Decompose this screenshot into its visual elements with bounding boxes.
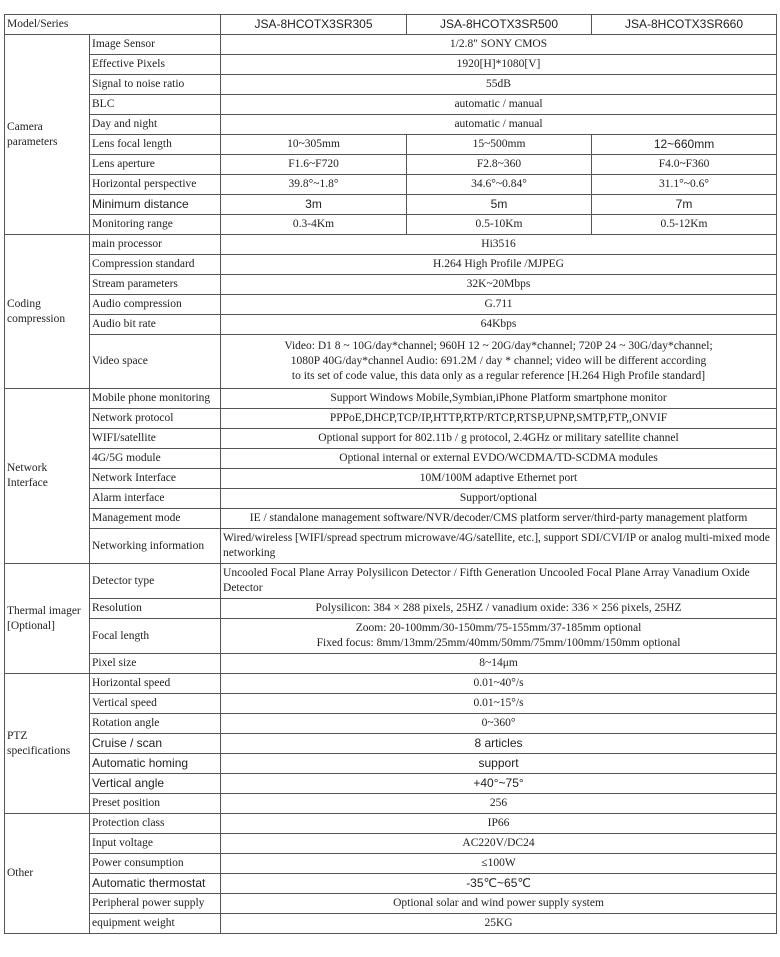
table-row: [5, 95, 777, 115]
param-label: Cruise / scan: [90, 734, 221, 754]
param-value: F2.8~360: [407, 155, 592, 175]
param-label: Horizontal speed: [90, 674, 221, 694]
param-label: Resolution: [90, 599, 221, 619]
param-value: 0.3-4Km: [221, 215, 407, 235]
spec-table: [4, 14, 777, 934]
param-value: 32K~20Mbps: [221, 275, 777, 295]
table-row: [5, 389, 777, 409]
param-value: 1/2.8" SONY CMOS: [221, 35, 777, 55]
param-label: Vertical angle: [90, 774, 221, 794]
param-label: Networking information: [90, 529, 221, 564]
table-row: [5, 275, 777, 295]
table-row: [5, 489, 777, 509]
table-row: [5, 914, 777, 934]
param-label: Day and night: [90, 115, 221, 135]
param-value: 1920[H]*1080[V]: [221, 55, 777, 75]
table-row: [5, 734, 777, 754]
category-thermal: Thermal imager [Optional]: [5, 564, 90, 674]
param-label: Monitoring range: [90, 215, 221, 235]
table-row: [5, 155, 777, 175]
param-value: Optional solar and wind power supply system: [221, 894, 777, 914]
value-line: Zoom: 20-100mm/30-150mm/75-155mm/37-185mm optional: [355, 622, 642, 634]
param-value: 3m: [221, 195, 407, 215]
param-value: 25KG: [221, 914, 777, 934]
param-value: 256: [221, 794, 777, 814]
param-label: Management mode: [90, 509, 221, 529]
table-row: [5, 315, 777, 335]
param-value: 12~660mm: [592, 135, 777, 155]
table-row: [5, 75, 777, 95]
param-value: 0~360°: [221, 714, 777, 734]
category-camera: Camera parameters: [5, 35, 90, 235]
param-value: IP66: [221, 814, 777, 834]
param-label: Stream parameters: [90, 275, 221, 295]
table-row: [5, 175, 777, 195]
table-row: [5, 854, 777, 874]
param-value: 34.6°~0.84°: [407, 175, 592, 195]
param-label: Rotation angle: [90, 714, 221, 734]
param-value: 15~500mm: [407, 135, 592, 155]
table-row: [5, 834, 777, 854]
model-2: JSA-8HCOTX3SR500: [407, 15, 592, 35]
table-row: [5, 754, 777, 774]
table-row: [5, 714, 777, 734]
table-row: [5, 874, 777, 894]
param-label: Effective Pixels: [90, 55, 221, 75]
param-value: 31.1°~0.6°: [592, 175, 777, 195]
param-value: 0.5-10Km: [407, 215, 592, 235]
table-row: [5, 529, 777, 564]
param-value: 0.01~15°/s: [221, 694, 777, 714]
param-value: support: [221, 754, 777, 774]
table-row: [5, 694, 777, 714]
value-line: Video: D1 8 ~ 10G/day*channel; 960H 12 ~ 20G/day*channel; 720P 24 ~ 30G/day*channel;: [284, 340, 713, 352]
param-value: +40°~75°: [221, 774, 777, 794]
param-value: Wired/wireless [WIFI/spread spectrum microwave/4G/satellite, etc.], support SDI/CVI/IP or analog multi-mixed mode networking: [221, 529, 777, 564]
table-row: [5, 599, 777, 619]
param-label: Image Sensor: [90, 35, 221, 55]
category-ptz: PTZ specifications: [5, 674, 90, 814]
param-value: [221, 619, 777, 654]
param-value: Support Windows Mobile,Symbian,iPhone Platform smartphone monitor: [221, 389, 777, 409]
param-value: [221, 335, 777, 389]
table-row: [5, 35, 777, 55]
param-value: 5m: [407, 195, 592, 215]
param-label: Detector type: [90, 564, 221, 599]
param-label: Power consumption: [90, 854, 221, 874]
table-row: [5, 115, 777, 135]
param-label: Automatic homing: [90, 754, 221, 774]
value-line: Fixed focus: 8mm/13mm/25mm/40mm/50mm/75mm/100mm/150mm optional: [316, 637, 681, 649]
param-value: 64Kbps: [221, 315, 777, 335]
table-row: [5, 564, 777, 599]
header-label: Model/Series: [5, 15, 221, 35]
param-label: Mobile phone monitoring: [90, 389, 221, 409]
table-row: [5, 894, 777, 914]
param-value: Support/optional: [221, 489, 777, 509]
table-row: [5, 295, 777, 315]
param-value: 7m: [592, 195, 777, 215]
table-row: [5, 195, 777, 215]
param-label: Minimum distance: [90, 195, 221, 215]
table-row: [5, 654, 777, 674]
model-3: JSA-8HCOTX3SR660: [592, 15, 777, 35]
param-value: ≤100W: [221, 854, 777, 874]
table-row: [5, 469, 777, 489]
param-label: BLC: [90, 95, 221, 115]
table-row: [5, 674, 777, 694]
param-label: Audio bit rate: [90, 315, 221, 335]
param-value: 55dB: [221, 75, 777, 95]
param-label: Lens focal length: [90, 135, 221, 155]
model-1: JSA-8HCOTX3SR305: [221, 15, 407, 35]
param-value: -35℃~65℃: [221, 874, 777, 894]
param-label: Protection class: [90, 814, 221, 834]
param-value: F1.6~F720: [221, 155, 407, 175]
param-value: automatic / manual: [221, 95, 777, 115]
param-value: Hi3516: [221, 235, 777, 255]
param-label: WIFI/satellite: [90, 429, 221, 449]
param-value: 39.8°~1.8°: [221, 175, 407, 195]
param-value: G.711: [221, 295, 777, 315]
param-label: Preset position: [90, 794, 221, 814]
param-label: Horizontal perspective: [90, 175, 221, 195]
param-label: Audio compression: [90, 295, 221, 315]
table-row: [5, 255, 777, 275]
param-value: 0.5-12Km: [592, 215, 777, 235]
param-label: Peripheral power supply: [90, 894, 221, 914]
header-row: [5, 15, 777, 35]
param-value: 8~14μm: [221, 654, 777, 674]
value-line: 1080P 40G/day*channel Audio: 691.2M / day * channel; video will be different according: [290, 355, 707, 367]
param-value: 8 articles: [221, 734, 777, 754]
param-label: Pixel size: [90, 654, 221, 674]
param-label: Compression standard: [90, 255, 221, 275]
param-value: Optional internal or external EVDO/WCDMA/TD-SCDMA modules: [221, 449, 777, 469]
param-label: Automatic thermostat: [90, 874, 221, 894]
param-label: Network Interface: [90, 469, 221, 489]
param-label: 4G/5G module: [90, 449, 221, 469]
param-label: Signal to noise ratio: [90, 75, 221, 95]
param-value: Polysilicon: 384 × 288 pixels, 25HZ / vanadium oxide: 336 × 256 pixels, 25HZ: [221, 599, 777, 619]
param-value: AC220V/DC24: [221, 834, 777, 854]
param-value: Uncooled Focal Plane Array Polysilicon Detector / Fifth Generation Uncooled Focal Plane Array Vanadium Oxide Detector: [221, 564, 777, 599]
param-value: F4.0~F360: [592, 155, 777, 175]
value-line: to its set of code value, this data only as a regular reference [H.264 High Profile standard]: [291, 370, 706, 382]
table-row: [5, 215, 777, 235]
table-row: [5, 449, 777, 469]
table-row: [5, 794, 777, 814]
table-row: [5, 55, 777, 75]
param-label: Focal length: [90, 619, 221, 654]
param-label: Network protocol: [90, 409, 221, 429]
param-value: Optional support for 802.11b / g protocol, 2.4GHz or military satellite channel: [221, 429, 777, 449]
table-row: [5, 429, 777, 449]
table-row: [5, 619, 777, 654]
param-label: Video space: [90, 335, 221, 389]
table-row: [5, 509, 777, 529]
table-row: [5, 814, 777, 834]
param-label: Vertical speed: [90, 694, 221, 714]
param-label: Input voltage: [90, 834, 221, 854]
param-value: automatic / manual: [221, 115, 777, 135]
param-label: equipment weight: [90, 914, 221, 934]
param-value: H.264 High Profile /MJPEG: [221, 255, 777, 275]
param-label: Lens aperture: [90, 155, 221, 175]
param-value: 0.01~40°/s: [221, 674, 777, 694]
param-label: main processor: [90, 235, 221, 255]
table-row: [5, 774, 777, 794]
param-value: PPPoE,DHCP,TCP/IP,HTTP,RTP/RTCP,RTSP,UPNP,SMTP,FTP,,ONVIF: [221, 409, 777, 429]
table-row: [5, 235, 777, 255]
table-row: [5, 409, 777, 429]
table-row: [5, 335, 777, 389]
param-value: 10~305mm: [221, 135, 407, 155]
category-coding: Coding compression: [5, 235, 90, 389]
param-value: 10M/100M adaptive Ethernet port: [221, 469, 777, 489]
param-value: IE / standalone management software/NVR/decoder/CMS platform server/third-party management platform: [221, 509, 777, 529]
param-label: Alarm interface: [90, 489, 221, 509]
table-row: [5, 135, 777, 155]
category-other: Other: [5, 814, 90, 934]
category-network: Network Interface: [5, 389, 90, 564]
